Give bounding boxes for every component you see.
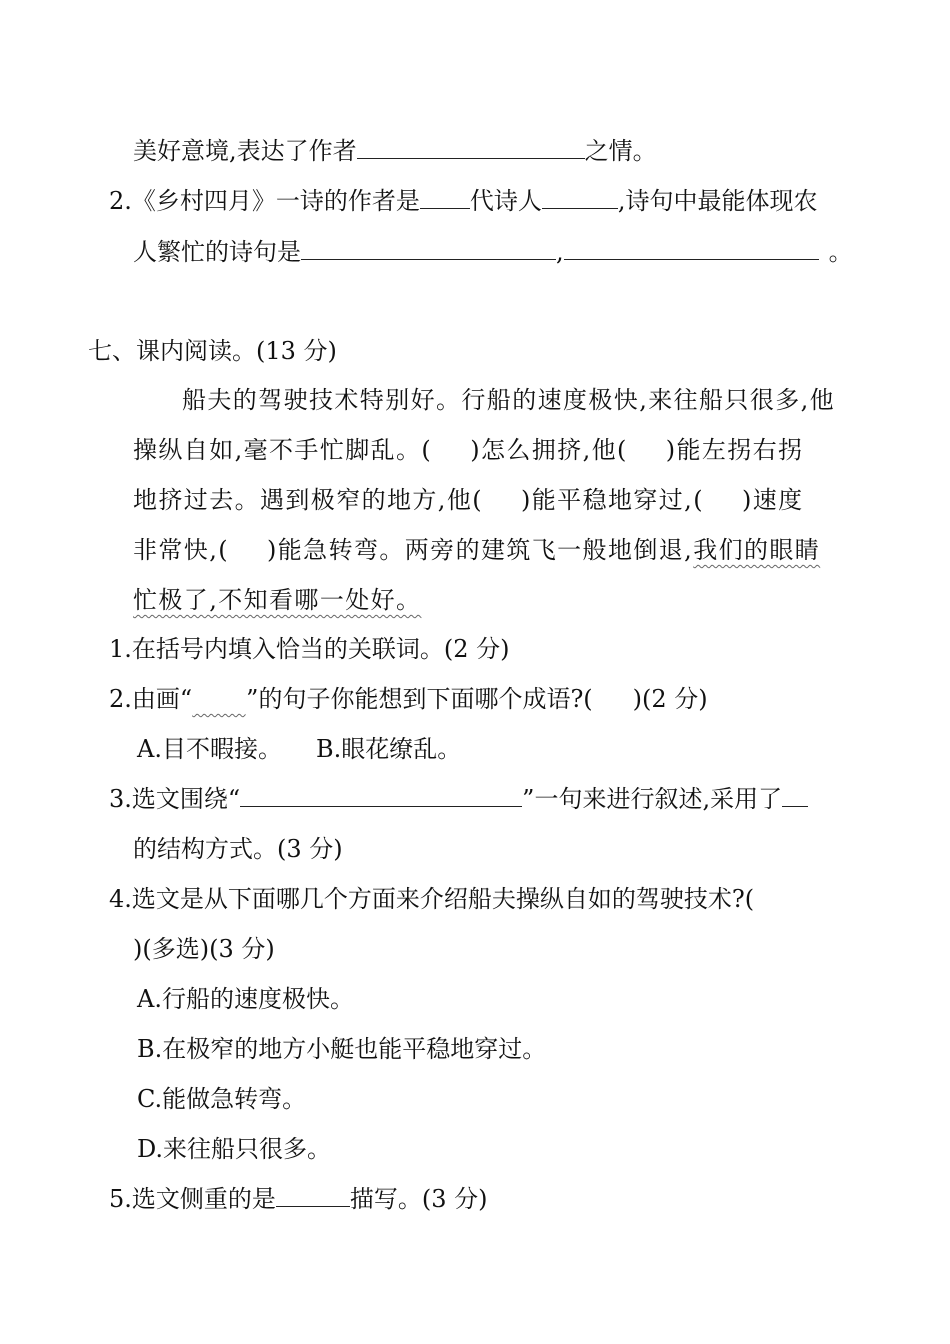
line-poem-feeling — [133, 136, 657, 166]
question-2 — [109, 684, 708, 714]
question-5 — [109, 1184, 488, 1214]
answer-blank[interactable] — [276, 1184, 350, 1207]
text: 美好意境,表达了作者 — [133, 137, 357, 165]
question-4: 4.选文是从下面哪几个方面来介绍船夫操纵自如的驾驶技术?( — [109, 885, 755, 913]
text: 2.《乡村四月》一诗的作者是 — [109, 187, 420, 215]
option-a[interactable]: A.目不暇接。 — [137, 735, 282, 763]
text: 非常快,( — [133, 536, 229, 564]
question-2-poem — [109, 186, 818, 216]
wavy-underlined-text: 我们的眼睛 — [693, 536, 821, 564]
question-3-cont: 的结构方式。(3 分) — [133, 835, 343, 863]
text: 人繁忙的诗句是 — [133, 238, 301, 266]
text: ”的句子你能想到下面哪个成语?( — [246, 685, 593, 713]
text: 操纵自如,毫不手忙脚乱。( — [133, 436, 433, 464]
text: , — [556, 238, 564, 266]
passage-line — [133, 585, 421, 615]
text: 之情。 — [584, 137, 657, 165]
text: )(2 分) — [632, 685, 708, 713]
passage-line — [133, 485, 804, 515]
section-title: 七、课内阅读。(13 分) — [88, 337, 337, 365]
wavy-underlined-text: 忙极了,不知看哪一处好。 — [133, 586, 422, 614]
question-4-option-d[interactable]: D.来往船只很多。 — [137, 1135, 332, 1163]
question-3 — [109, 784, 808, 814]
question-4-option-a[interactable]: A.行船的速度极快。 — [137, 985, 354, 1013]
text: 2.由画“ — [109, 685, 193, 713]
text: 船夫的驾驶技术特别好。行船的速度极快,来往船只很多,他 — [182, 386, 836, 414]
answer-blank[interactable] — [542, 186, 618, 209]
text: 代诗人 — [469, 187, 542, 215]
text: 。 — [828, 238, 853, 266]
text: )怎么拥挤,他( — [470, 436, 628, 464]
wavy-line-marker: ​ — [192, 685, 246, 713]
text: 地挤过去。遇到极窄的地方,他( — [133, 486, 483, 514]
question-1: 1.在括号内填入恰当的关联词。(2 分) — [109, 635, 510, 663]
text: 5.选文侧重的是 — [109, 1185, 276, 1213]
answer-blank[interactable] — [357, 136, 585, 159]
text: ,诗句中最能体现农 — [617, 187, 818, 215]
option-b[interactable]: B.眼花缭乱。 — [315, 735, 462, 763]
passage-line — [133, 435, 804, 465]
answer-blank[interactable] — [782, 784, 808, 807]
text: 描写。(3 分) — [349, 1185, 488, 1213]
answer-blank[interactable] — [301, 237, 556, 260]
text: )能平稳地穿过,( — [521, 486, 704, 514]
passage-line — [133, 535, 820, 565]
passage-line — [182, 385, 835, 415]
answer-blank[interactable] — [240, 784, 522, 807]
question-4-cont: )(多选)(3 分) — [133, 935, 275, 963]
text: )能急转弯。两旁的建筑飞一般地倒退, — [267, 536, 694, 564]
text: ”一句来进行叙述,采用了 — [522, 785, 783, 813]
text: )能左拐右拐 — [665, 436, 804, 464]
text: )速度 — [741, 486, 804, 514]
question-2-poem-cont — [133, 237, 853, 267]
question-2-options — [137, 734, 461, 764]
question-4-option-c[interactable]: C.能做急转弯。 — [137, 1085, 307, 1113]
question-4-option-b[interactable]: B.在极窄的地方小艇也能平稳地穿过。 — [137, 1035, 547, 1063]
answer-blank[interactable] — [420, 186, 470, 209]
text: 3.选文围绕“ — [109, 785, 241, 813]
answer-blank[interactable] — [564, 237, 819, 260]
